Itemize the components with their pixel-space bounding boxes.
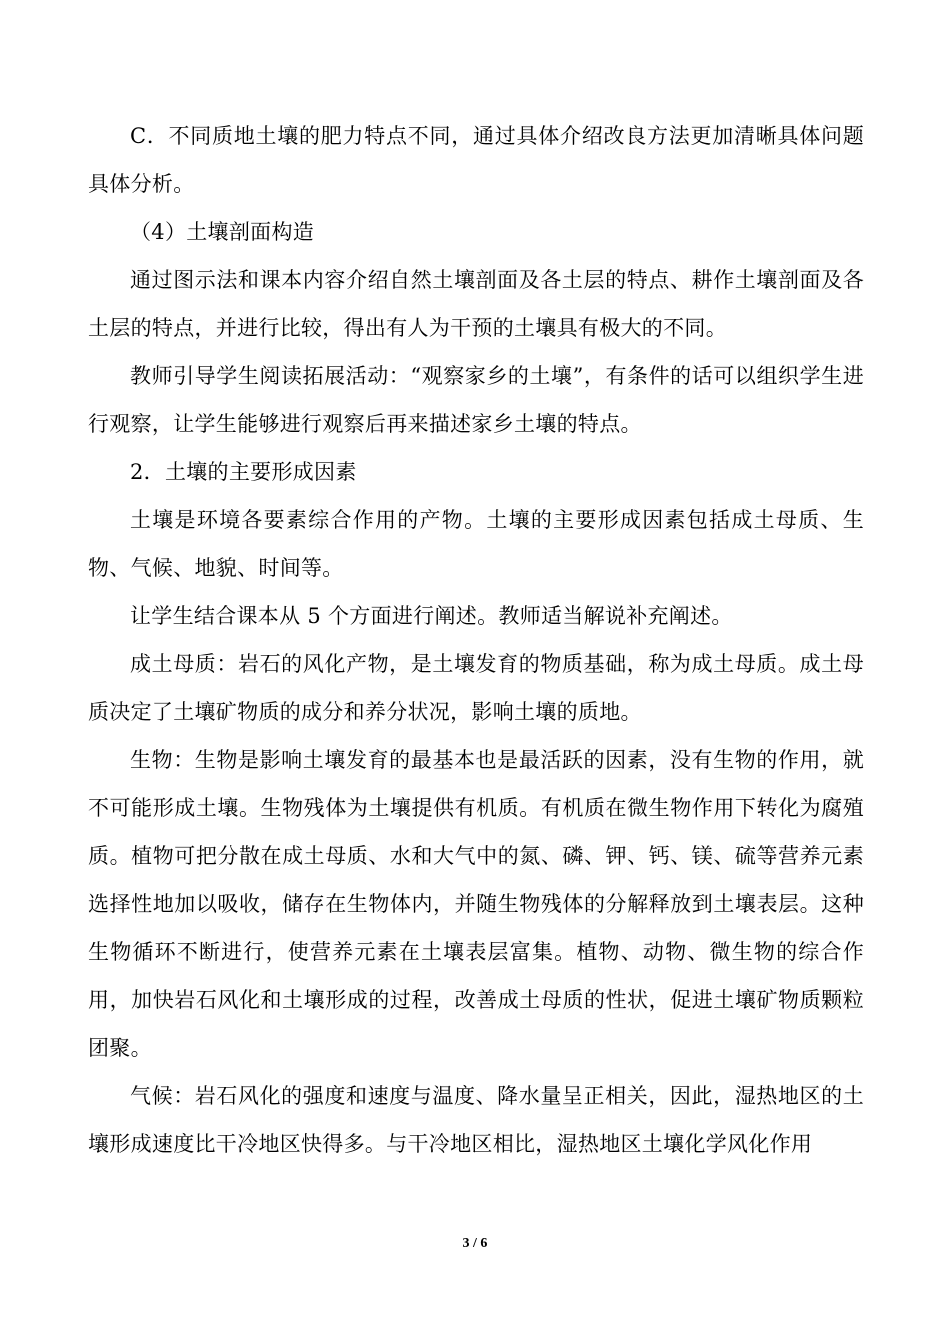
paragraph-c-soil-texture: C．不同质地土壤的肥力特点不同，通过具体介绍改良方法更加清晰具体问题具体分析。 (88, 124, 864, 196)
heading-formation-factors: 2．土壤的主要形成因素 (130, 460, 357, 484)
paragraph-five-aspects: 让学生结合课本从 5 个方面进行阐述。教师适当解说补充阐述。 (130, 604, 733, 628)
paragraph-climate: 气候：岩石风化的强度和速度与温度、降水量呈正相关，因此，湿热地区的土壤形成速度比干冷地区快得多。与干冷地区相比，湿热地区土壤化学风化作用 (88, 1084, 864, 1156)
page-body (88, 112, 864, 1168)
paragraph-profile-comparison: 通过图示法和课本内容介绍自然土壤剖面及各土层的特点、耕作土壤剖面及各土层的特点，并进行比较，得出有人为干预的土壤具有极大的不同。 (88, 268, 864, 340)
page-number: 3 / 6 (462, 1236, 488, 1251)
paragraph-formation-factors: 土壤是环境各要素综合作用的产物。土壤的主要形成因素包括成土母质、生物、气候、地貌、时间等。 (88, 508, 864, 580)
paragraph-extension-activity: 教师引导学生阅读拓展活动：“观察家乡的土壤”，有条件的话可以组织学生进行观察，让学生能够进行观察后再来描述家乡土壤的特点。 (88, 364, 864, 436)
paragraph-parent-material: 成土母质：岩石的风化产物，是土壤发育的物质基础，称为成土母质。成土母质决定了土壤矿物质的成分和养分状况，影响土壤的质地。 (88, 652, 864, 724)
paragraph-biology: 生物：生物是影响土壤发育的最基本也是最活跃的因素，没有生物的作用，就不可能形成土壤。生物残体为土壤提供有机质。有机质在微生物作用下转化为腐殖质。植物可把分散在成土母质、水和大气中的氮、磷、钾、钙、镁、硫等营养元素选择性地加以吸收，储存在生物体内，并随生物残体的分解释放到土壤表层。这种生物循环不断进行，使营养元素在土壤表层富集。植物、动物、微生物的综合作用，加快岩石风化和土壤形成的过程，改善成土母质的性状，促进土壤矿物质颗粒团聚。 (88, 748, 864, 1060)
heading-soil-profile: （4）土壤剖面构造 (130, 220, 315, 244)
